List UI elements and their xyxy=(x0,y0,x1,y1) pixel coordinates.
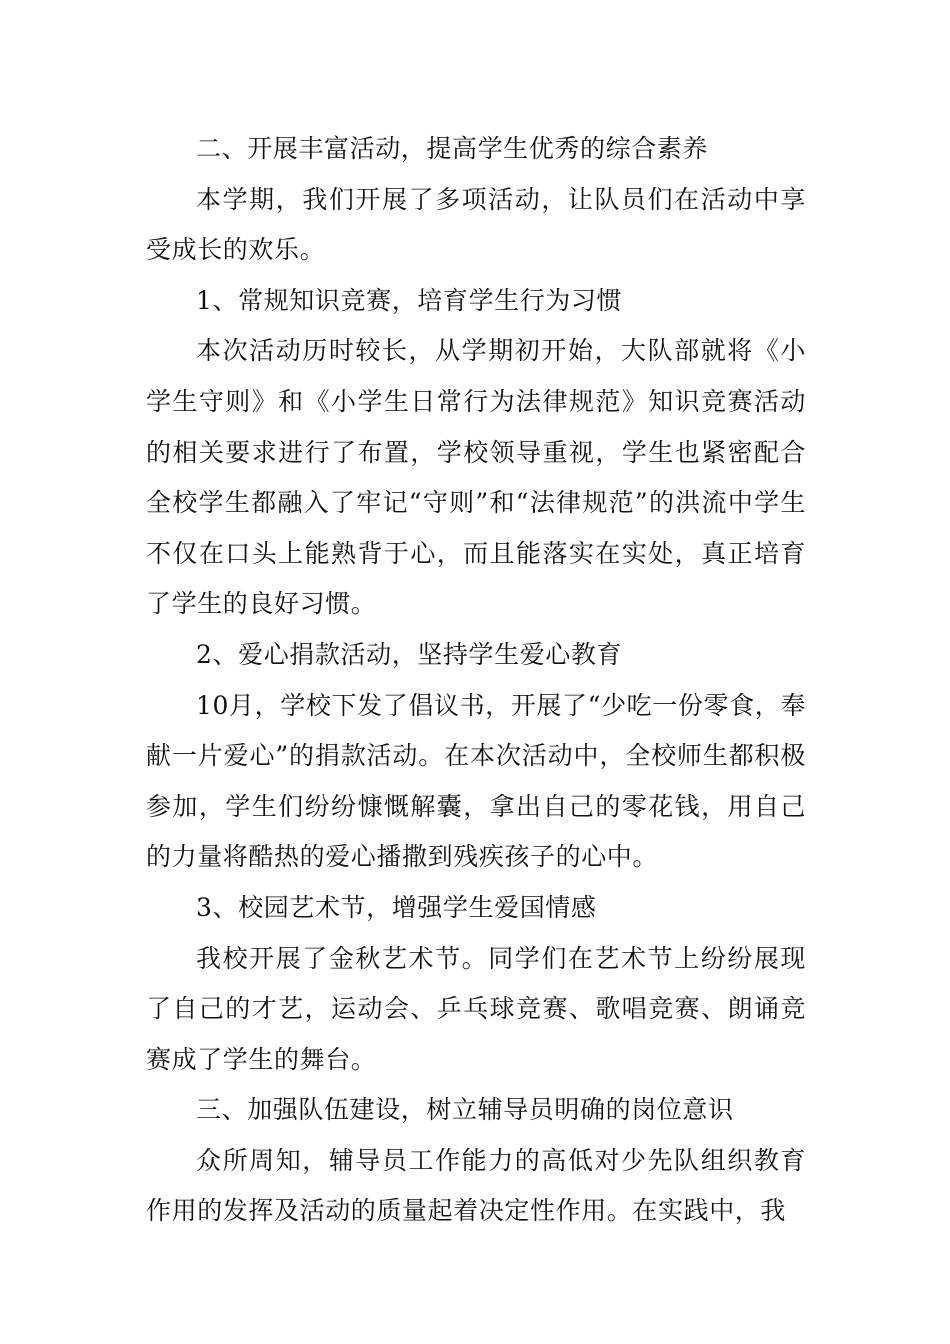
paragraph-team-building: 众所周知，辅导员工作能力的高低对少先队组织教育作用的发挥及活动的质量起着决定性作用。在实践中，我 xyxy=(146,1145,806,1226)
section-heading-2: 二、开展丰富活动，提高学生优秀的综合素养 xyxy=(196,134,709,163)
paragraph-art-festival: 我校开展了金秋艺术节。同学们在艺术节上纷纷展现了自己的才艺，运动会、乒乓球竞赛、歌唱竞赛、朗诵竞赛成了学生的舞台。 xyxy=(146,943,806,1074)
paragraph-knowledge-contest: 本次活动历时较长，从学期初开始，大队部就将《小学生守则》和《小学生日常行为法律规范》知识竞赛活动的相关要求进行了布置，学校领导重视，学生也紧密配合全校学生都融入了牢记“守则”和“法律规范”的洪流中学生不仅在口头上能熟背于心，而且能落实在实处，真正培育了学生的良好习惯。 xyxy=(146,336,806,619)
subheading-art-festival: 3、校园艺术节，增强学生爱国情感 xyxy=(196,892,597,922)
paragraph-intro: 本学期，我们开展了多项活动，让队员们在活动中享受成长的欢乐。 xyxy=(146,184,806,265)
subheading-donation: 2、爱心捐款活动，坚持学生爱心教育 xyxy=(196,639,623,669)
paragraph-donation: 10月，学校下发了倡议书，开展了“少吃一份零食，奉献一片爱心”的捐款活动。在本次活动中，全校师生都积极参加，学生们纷纷慷慨解囊，拿出自己的零花钱，用自己的力量将酷热的爱心播撒到残疾孩子的心中。 xyxy=(146,690,806,872)
section-heading-3: 三、加强队伍建设，树立辅导员明确的岗位意识 xyxy=(196,1095,734,1125)
document-body xyxy=(146,124,806,1237)
subheading-knowledge-contest: 1、常规知识竞赛，培育学生行为习惯 xyxy=(196,285,623,315)
